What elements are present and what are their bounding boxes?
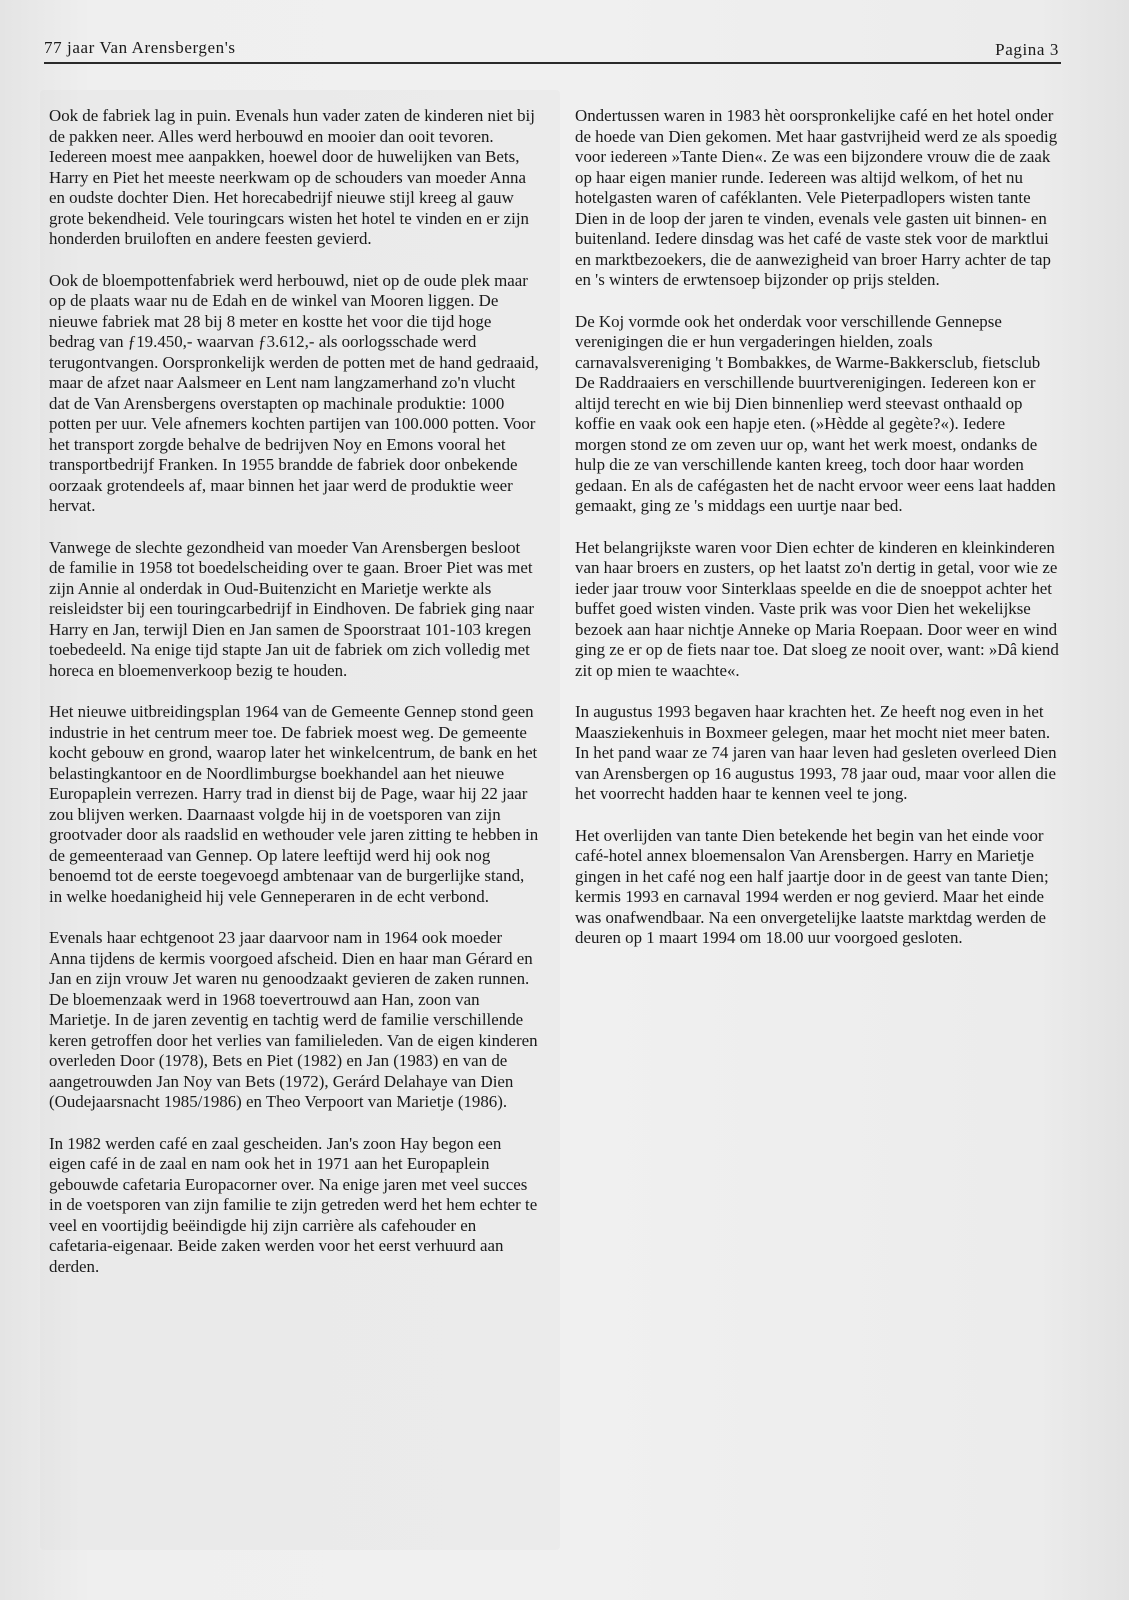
- right-column: [575, 106, 1060, 970]
- paragraph: Het nieuwe uitbreidingsplan 1964 van de Gemeente Gennep stond geen industrie in het centrum meer toe. De fabriek moest weg. De gemeente kocht gebouw en grond, waarop later het winkelcentrum, de bank en het belastingkantoor en de Noordlimburgse boekhandel aan het nieuwe Europaplein verrezen. Harry trad in dienst bij de Page, waar hij 22 jaar zou blijven werken. Daarnaast volgde hij in de voetsporen van zijn grootvader door als raadslid en wethouder vele jaren zitting te hebben in de gemeenteraad van Gennep. Op latere leeftijd werd hij ook nog benoemd tot de eerste toegevoegd ambtenaar van de burgerlijke stand, in welke hoedanigheid hij vele Genneperaren in de echt verbond.: [49, 702, 539, 906]
- left-column: [49, 106, 539, 1298]
- running-header: [44, 38, 1061, 64]
- paragraph: Het belangrijkste waren voor Dien echter de kinderen en kleinkinderen van haar broers en zusters, op het laatst zo'n dertig in getal, voor wie ze ieder jaar trouw voor Sinterklaas speelde en die de snoeppot achter het buffet goed wisten vinden. Vaste prik was voor Dien het wekelijkse bezoek aan haar nichtje Anneke op Maria Roepaan. Door weer en wind ging ze er op de fiets naar toe. Dat sloeg ze nooit over, want: »Dâ kiend zit op mien te waachte«.: [575, 537, 1059, 680]
- paragraph: In 1982 werden café en zaal gescheiden. Jan's zoon Hay begon een eigen café in de zaal en nam ook het in 1971 aan het Europaplein gebouwde cafetaria Europacorner over. Na enige jaren met veel succes in de voetsporen van zijn familie te zijn getreden werd het hem echter te veel en voortijdig beëindigde hij zijn carrière als cafehouder en cafetaria-eigenaar. Beide zaken werden voor het eerst verhuurd aan derden.: [49, 1133, 538, 1276]
- paragraph: Ook de fabriek lag in puin. Evenals hun vader zaten de kinderen niet bij de pakken neer. Alles werd herbouwd en mooier dan ooit tevoren. Iedereen moest mee aanpakken, hoewel door de huwelijken van Bets, Harry en Piet het meeste neerkwam op de schouders van moeder Anna en oudste dochter Dien. Het horecabedrijf nieuwe stijl kreeg al gauw grote bekendheid. Vele touringcars wisten het hotel te vinden en er zijn honderden bruiloften en andere feesten gevierd.: [49, 106, 535, 248]
- paragraph: In augustus 1993 begaven haar krachten het. Ze heeft nog even in het Maasziekenhuis in Boxmeer gelegen, maar het mocht niet meer baten. In het pand waar ze 74 jaren van haar leven had gesleten overleed Dien van Arensbergen op 16 augustus 1993, 78 jaar oud, maar voor allen die het voorrecht hadden haar te kennen veel te jong.: [575, 702, 1057, 803]
- paragraph: Ook de bloempottenfabriek werd herbouwd, niet op de oude plek maar op de plaats waar nu de Edah en de winkel van Mooren liggen. De nieuwe fabriek mat 28 bij 8 meter en kostte het voor die tijd hoge bedrag van ƒ19.450,- waarvan ƒ3.612,- als oorlogsschade werd terugontvangen. Oorspronkelijk werden de potten met de hand gedraaid, maar de afzet naar Aalsmeer en Lent nam langzamerhand zo'n vlucht dat de Van Arensbergens overstapten op machinale produktie: 1000 potten per uur. Vele afnemers kochten partijen van 100.000 potten. Voor het transport zorgde behalve de bedrijven Noy en Emons vooral het transportbedrijf Franken. In 1955 brandde de fabriek door onbekende oorzaak grotendeels af, maar binnen het jaar werd de produktie weer hervat.: [49, 270, 539, 515]
- paragraph: Ondertussen waren in 1983 hèt oorspronkelijke café en het hotel onder de hoede van Dien gekomen. Met haar gastvrijheid werd ze als spoedig voor iedereen »Tante Dien«. Ze was een bijzondere vrouw die de zaak op haar eigen manier runde. Iedereen was altijd welkom, of het nu hotelgasten waren of caféklanten. Vele Pieterpadlopers wisten tante Dien in de loop der jaren te vinden, evenals vele gasten uit binnen- en buitenland. Iedere dinsdag was het café de vaste stek voor de marktlui en marktbezoekers, die de aanwezigheid van broer Harry achter de tap en 's winters de erwtensoep bijzonder op prijs stelden.: [575, 106, 1058, 289]
- paragraph: Evenals haar echtgenoot 23 jaar daarvoor nam in 1964 ook moeder Anna tijdens de kermis voorgoed afscheid. Dien en haar man Gérard en Jan en zijn vrouw Jet waren nu genoodzaakt gevieren de zaken runnen. De bloemenzaak werd in 1968 toevertrouwd aan Han, zoon van Marietje. In de jaren zeventig en tachtig werd de familie verschillende keren getroffen door het verlies van familieleden. Van de eigen kinderen overleden Door (1978), Bets en Piet (1982) en Jan (1983) en van de aangetrouwden Jan Noy van Bets (1972), Gerárd Delahaye van Dien (Oudejaarsnacht 1985/1986) en Theo Verpoort van Marietje (1986).: [49, 928, 538, 1111]
- publication-title: 77 jaar Van Arensbergen's: [44, 38, 236, 57]
- paragraph: De Koj vormde ook het onderdak voor verschillende Gennepse verenigingen die er hun vergaderingen hielden, zoals carnavalsvereniging 't Bombakkes, de Warme-Bakkersclub, fietsclub De Raddraaiers en verschillende buurtverenigingen. Iedereen kon er altijd terecht en wie bij Dien binnenliep werd steevast onthaald op koffie en vaak ook een hapje eten. (»Hèdde al gegète?«). Iedere morgen stond ze om zeven uur op, want het werk moest, ondanks de hulp die ze van verschillende kanten kreeg, toch door haar worden gedaan. En als de cafégasten het de nacht ervoor weer eens laat hadden gemaakt, ging ze 's middags een uurtje naar bed.: [575, 311, 1056, 515]
- page-number: Pagina 3: [995, 40, 1059, 59]
- paragraph: Het overlijden van tante Dien betekende het begin van het einde voor café-hotel annex bloemensalon Van Arensbergen. Harry en Marietje gingen in het café nog een half jaartje door in de geest van tante Dien; kermis 1993 en carnaval 1994 werden er nog gevierd. Maar het einde was onafwendbaar. Na een onvergetelijke laatste marktdag werden de deuren op 1 maart 1994 om 18.00 uur voorgoed gesloten.: [575, 825, 1049, 947]
- paragraph: Vanwege de slechte gezondheid van moeder Van Arensbergen besloot de familie in 1958 tot boedelscheiding over te gaan. Broer Piet was met zijn Annie al onderdak in Oud-Buitenzicht en Marietje werkte als reisleidster bij een touringcarbedrijf in Eindhoven. De fabriek ging naar Harry en Jan, terwijl Dien en Jan samen de Spoorstraat 101-103 kregen toebedeeld. Na enige tijd stapte Jan uit de fabriek om zich volledig met horeca en bloemenverkoop bezig te houden.: [49, 537, 534, 680]
